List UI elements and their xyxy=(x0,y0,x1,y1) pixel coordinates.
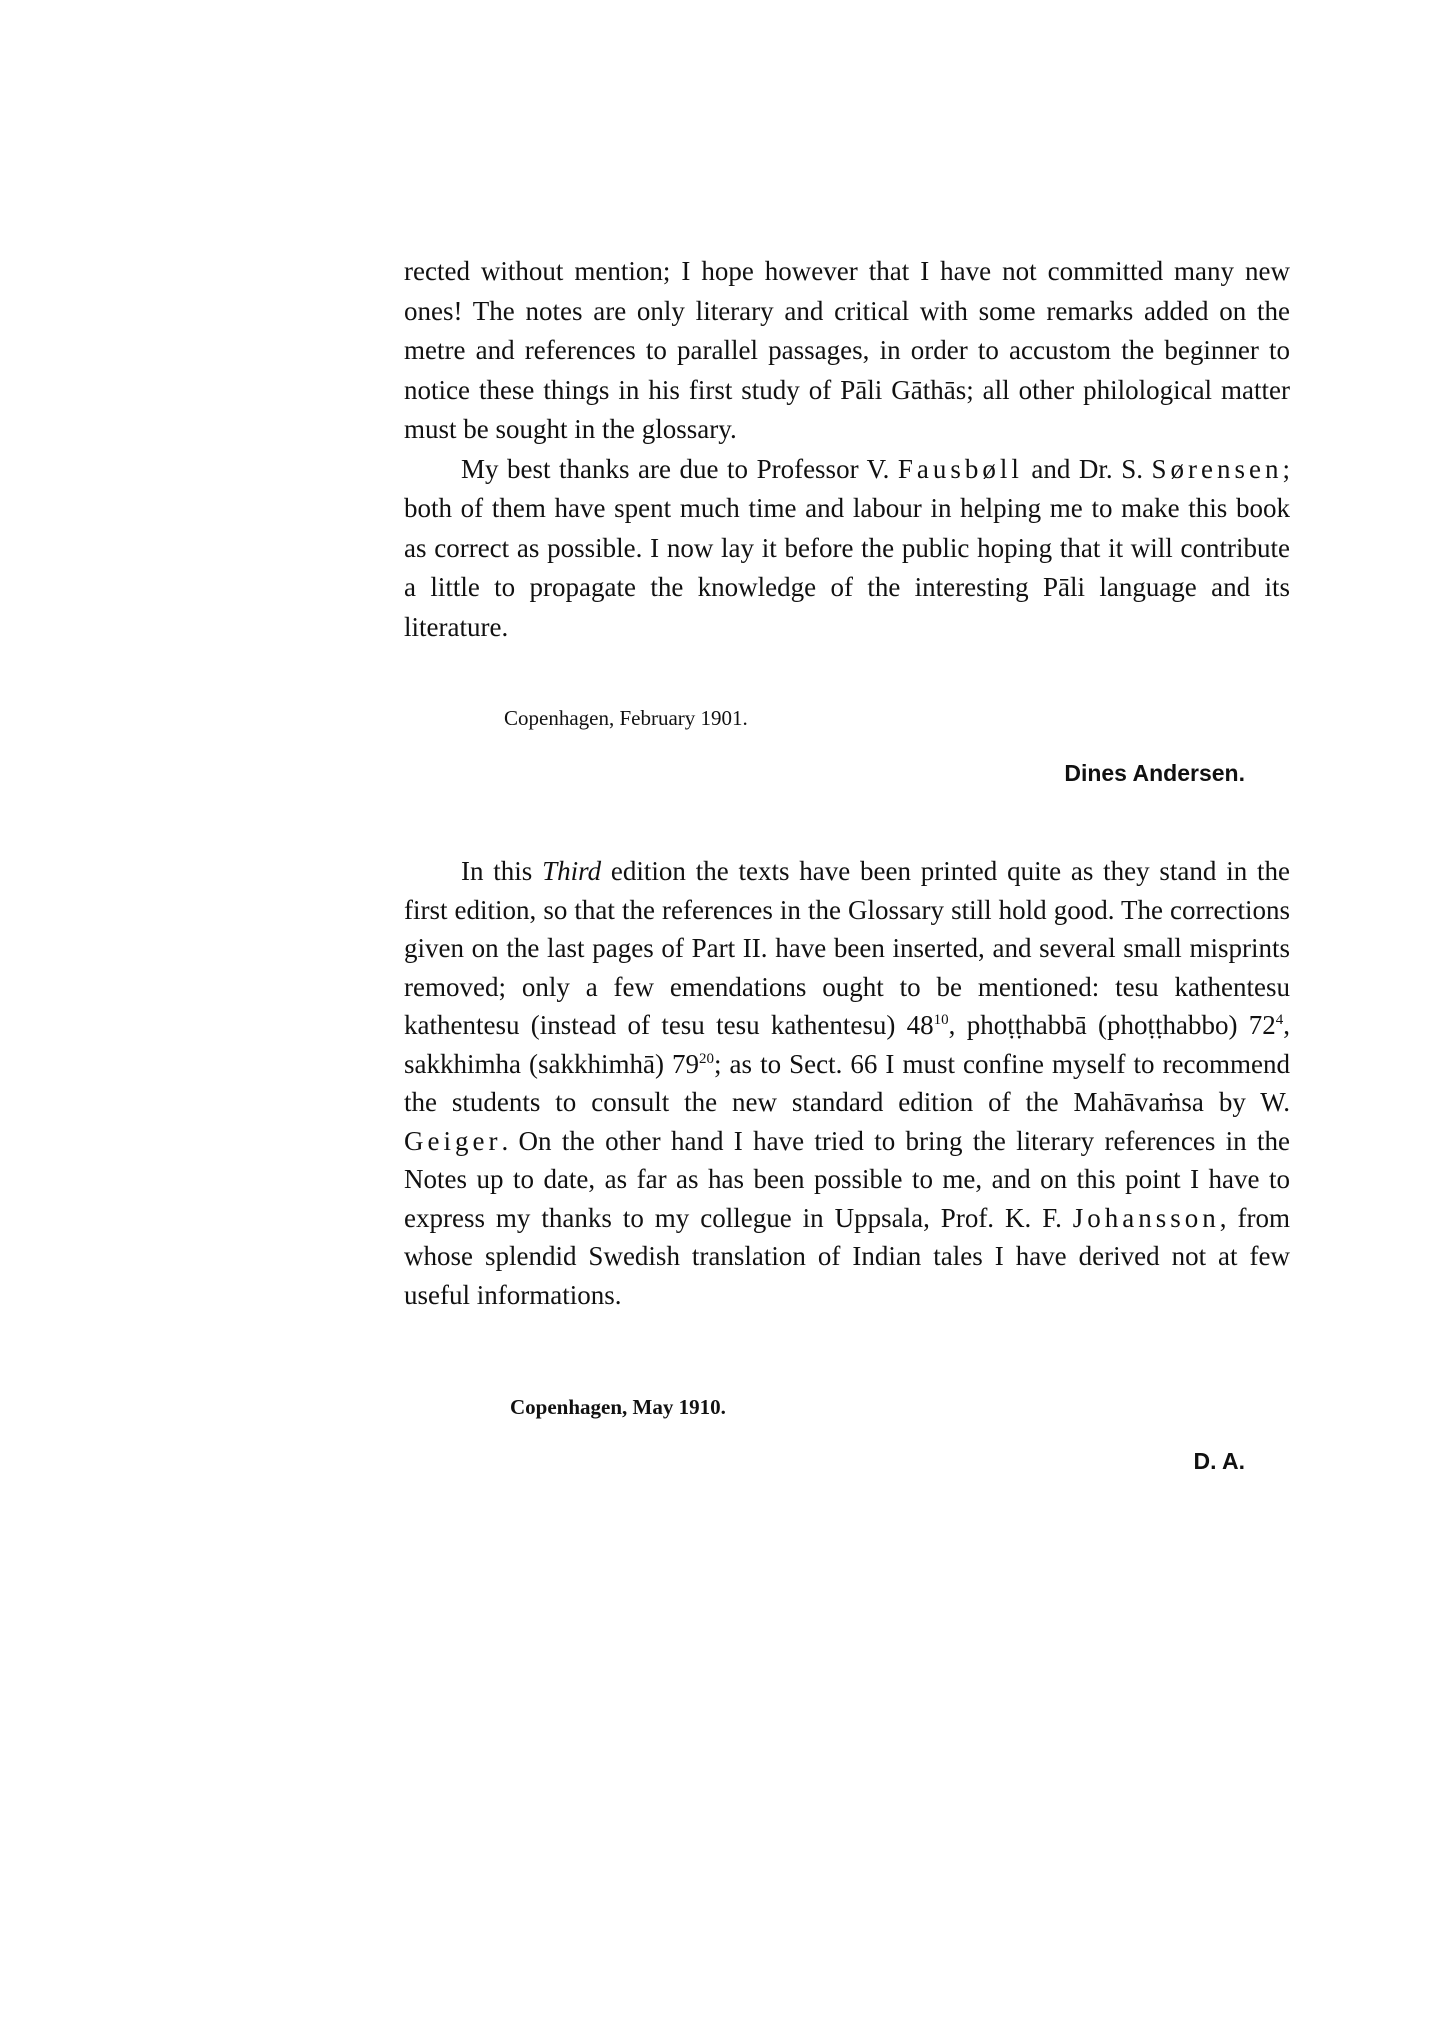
third-edition-signature: D. A. xyxy=(1193,1448,1245,1474)
third-italic: Third xyxy=(542,856,602,886)
name-geiger: Geiger xyxy=(404,1125,502,1156)
third-edition-text-4: , sakkhimha (sakkhimhā) 79 xyxy=(404,1010,1290,1079)
third-edition-text-2: edition the texts have been printed quite as they stand in the first edition, so that the references in the Glossary still hold good. The corrections given on the last pages of Part II. have been inserted, and several small misprints removed; only a few emendations ought to be mentioned: tesu kathentesu kathentesu (instead of tesu tesu kathentesu) 48 xyxy=(404,856,1290,1040)
superscript-4: 4 xyxy=(1275,1012,1284,1028)
name-sorensen: Sørensen xyxy=(1151,453,1283,484)
third-edition-text-7: , from whose splendid Swedish translation of Indian tales I have derived not at few useful informations. xyxy=(404,1202,1290,1310)
superscript-20: 20 xyxy=(699,1050,715,1067)
third-edition-paragraph xyxy=(404,852,1290,1314)
third-edition-place-date: Copenhagen, May 1910. xyxy=(510,1395,726,1419)
preface-text xyxy=(404,252,1290,647)
preface-place-date: Copenhagen, February 1901. xyxy=(504,706,748,730)
superscript-10: 10 xyxy=(933,1012,949,1028)
preface-paragraph-2-text-b: and Dr. S. xyxy=(1022,453,1152,484)
preface-signature: Dines Andersen. xyxy=(1064,760,1245,786)
third-edition-text-6: . On the other hand I have tried to bring the literary references in the Notes up to date, as far as has been possible to me, and on this point I have to express my thanks to my collegue in Uppsala, Prof. K. F. xyxy=(404,1125,1290,1233)
third-edition-text-3: , phoṭṭhabbā (phoṭṭhabbo) 72 xyxy=(948,1010,1276,1040)
third-edition-text-5: ; as to Sect. 66 I must confine myself to recommend the students to consult the new standard edition of the Mahāvaṁsa by W. xyxy=(404,1048,1290,1117)
name-fausboll: Fausbøll xyxy=(897,453,1023,484)
third-edition-text xyxy=(404,852,1290,1314)
preface-paragraph-2-text-a: My best thanks are due to Professor V. xyxy=(461,453,898,484)
name-johansson: Johansson xyxy=(1072,1202,1220,1233)
third-edition-text-1: In this xyxy=(461,856,543,886)
preface-paragraph-1: rected without mention; I hope however that I have not committed many new ones! The notes are only literary and critical with some remarks added on the metre and references to parallel passages, in order to accustom the beginner to notice these things in his first study of Pāli Gāthās; all other philological matter must be sought in the glossary. xyxy=(404,256,1290,444)
preface-paragraph-2 xyxy=(404,450,1290,648)
preface-paragraph-2-text-c: ; both of them have spent much time and labour in helping me to make this book as correct as possible. I now lay it before the public hoping that it will contribute a little to propagate the knowledge of the interesting Pāli language and its literature. xyxy=(404,453,1290,642)
